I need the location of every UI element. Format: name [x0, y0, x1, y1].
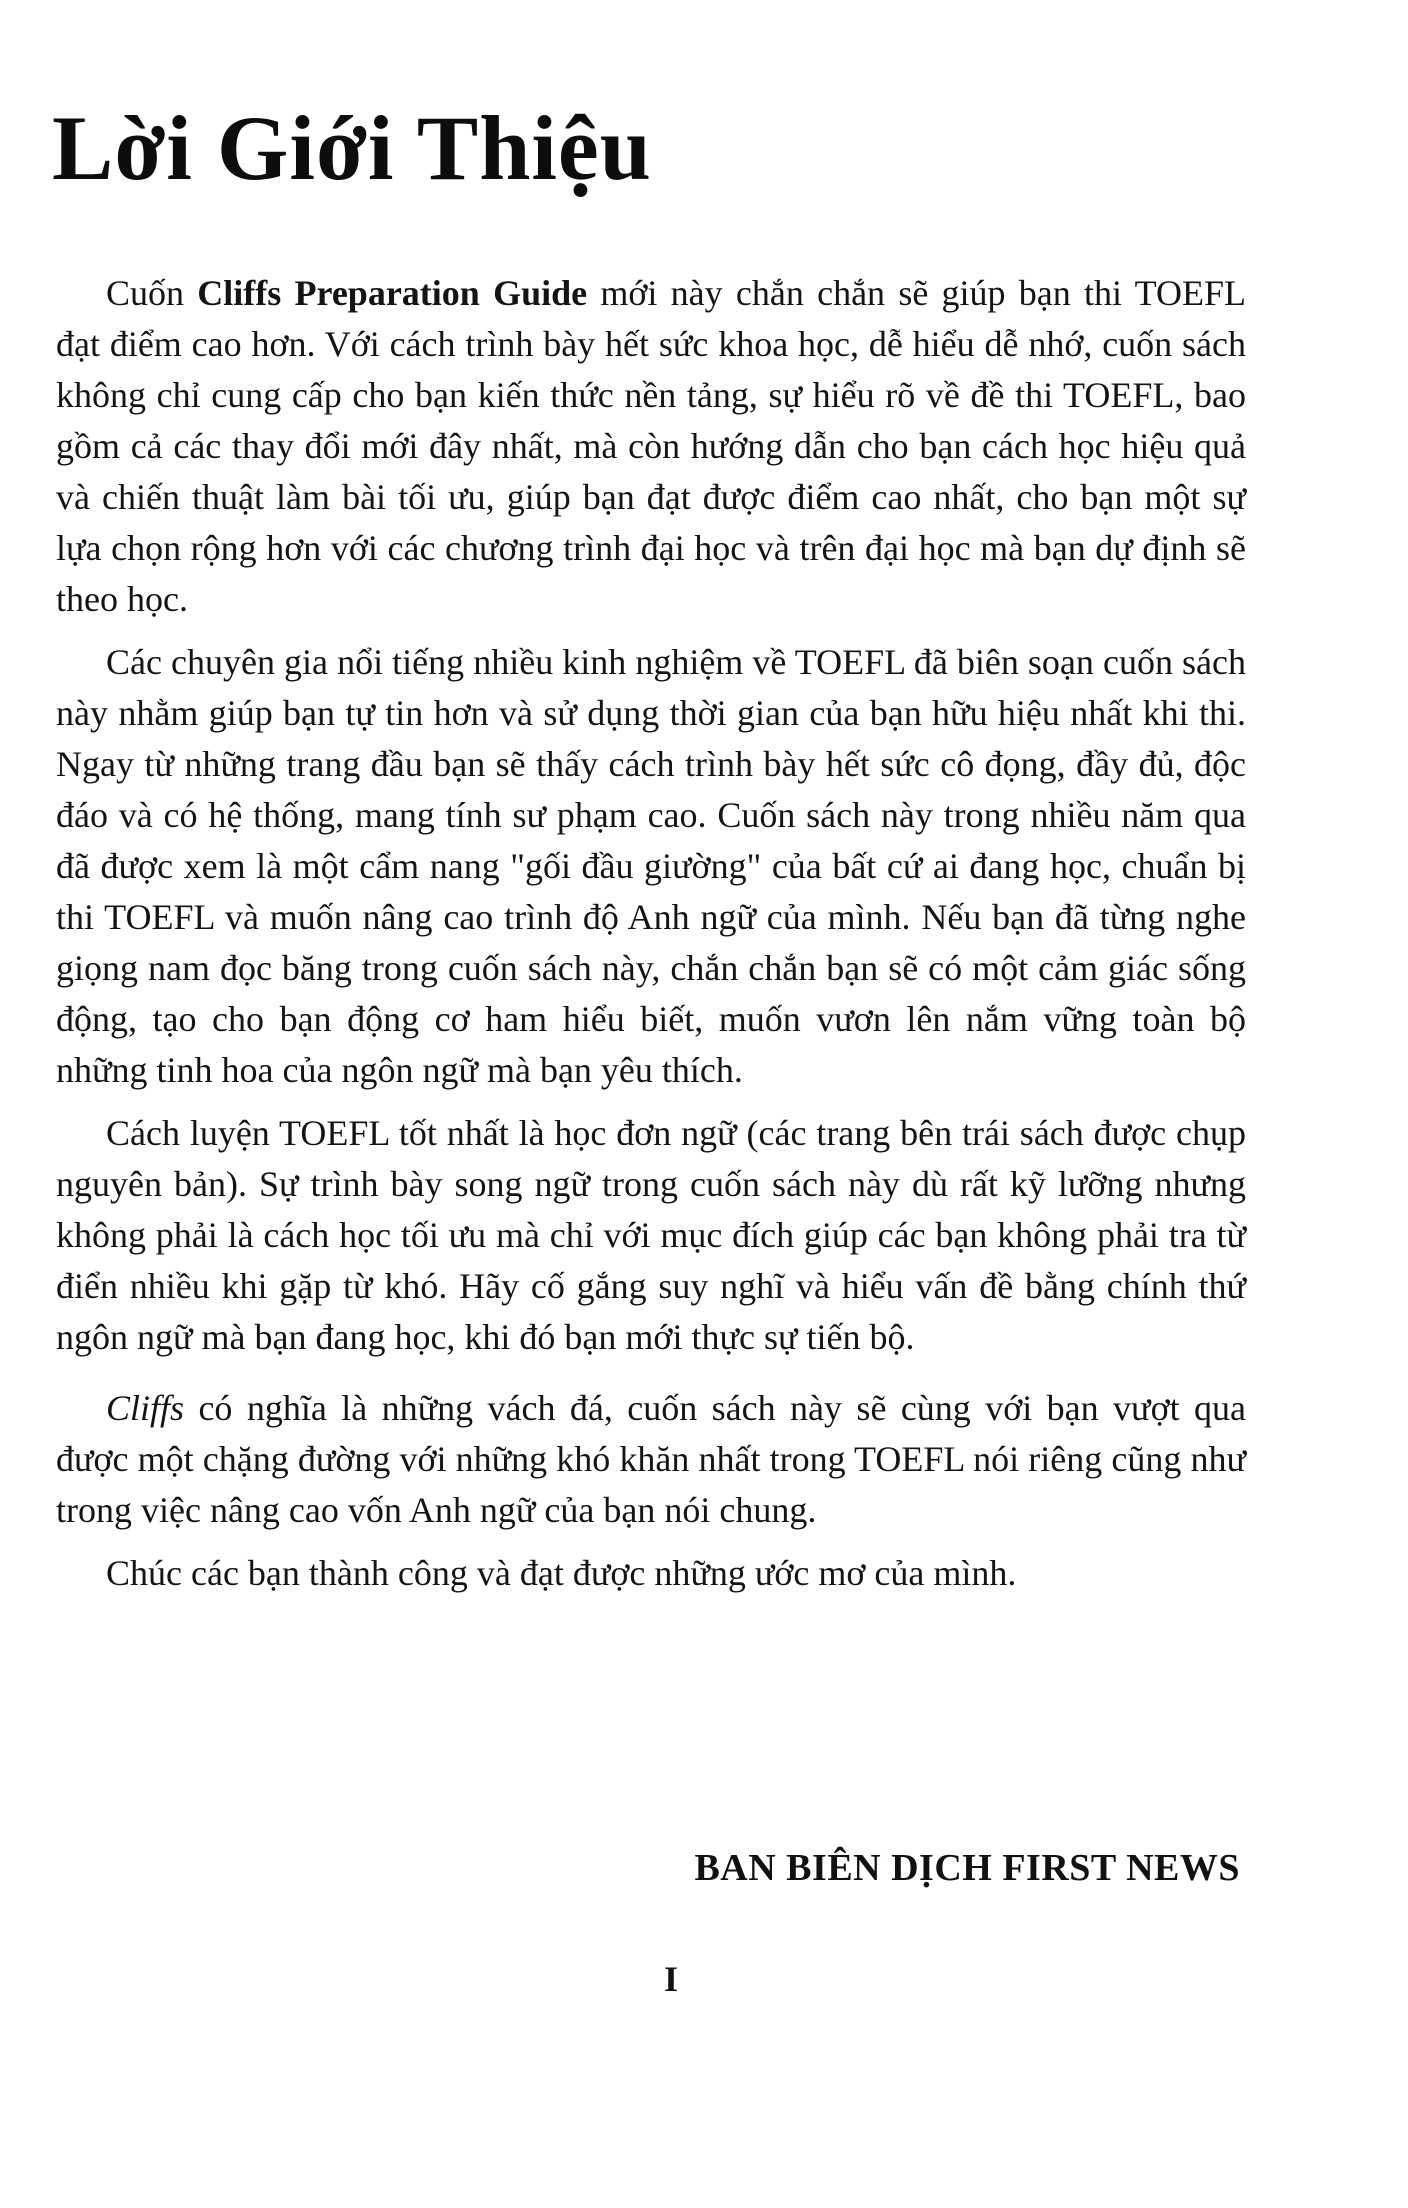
paragraph-5: Chúc các bạn thành công và đạt được những ước mơ của mình. [106, 1553, 1017, 1593]
paragraph-4 [56, 1383, 1246, 1536]
book-title-bold: Cliffs Preparation Guide [197, 273, 588, 313]
cliffs-italic: Cliffs [106, 1388, 185, 1428]
page-title: Lời Giới Thiệu [52, 97, 652, 199]
introduction-body [56, 268, 1246, 1619]
paragraph-1-rest: mới này chắn chắn sẽ giúp bạn thi TOEFL đạt điểm cao hơn. Với cách trình bày hết sức khoa học, dễ hiểu dễ nhớ, cuốn sách không chỉ cung cấp cho bạn kiến thức nền tảng, sự hiểu rõ về đề thi TOEFL, bao gồm cả các thay đổi mới đây nhất, mà còn hướng dẫn cho bạn cách học hiệu quả và chiến thuật làm bài tối ưu, giúp bạn đạt được điểm cao nhất, cho bạn một sự lựa chọn rộng hơn với các chương trình đại học và trên đại học mà bạn dự định sẽ theo học. [56, 273, 1246, 619]
paragraph-1 [56, 268, 1246, 625]
paragraph-3: Cách luyện TOEFL tốt nhất là học đơn ngữ (các trang bên trái sách được chụp nguyên bản). Sự trình bày song ngữ trong cuốn sách này dù rất kỹ lưỡng nhưng không phải là cách học tối ưu mà chỉ với mục đích giúp các bạn không phải tra từ điển nhiều khi gặp từ khó. Hãy cố gắng suy nghĩ và hiểu vấn đề bằng chính thứ ngôn ngữ mà bạn đang học, khi đó bạn mới thực sự tiến bộ. [56, 1113, 1246, 1357]
page-number: I [664, 1959, 679, 1999]
paragraph-1-lead: Cuốn [106, 273, 198, 313]
paragraph-4-rest: có nghĩa là những vách đá, cuốn sách này sẽ cùng với bạn vượt qua được một chặng đường với những khó khăn nhất trong TOEFL nói riêng cũng như trong việc nâng cao vốn Anh ngữ của bạn nói chung. [56, 1388, 1246, 1530]
signature: BAN BIÊN DỊCH FIRST NEWS [694, 1847, 1240, 1889]
paragraph-2: Các chuyên gia nổi tiếng nhiều kinh nghiệm về TOEFL đã biên soạn cuốn sách này nhằm giúp bạn tự tin hơn và sử dụng thời gian của bạn hữu hiệu nhất khi thi. Ngay từ những trang đầu bạn sẽ thấy cách trình bày hết sức cô đọng, đầy đủ, độc đáo và có hệ thống, mang tính sư phạm cao. Cuốn sách này trong nhiều năm qua đã được xem là một cẩm nang "gối đầu giường" của bất cứ ai đang học, chuẩn bị thi TOEFL và muốn nâng cao trình độ Anh ngữ của mình. Nếu bạn đã từng nghe giọng nam đọc băng trong cuốn sách này, chắn chắn bạn sẽ có một cảm giác sống động, tạo cho bạn động cơ ham hiểu biết, muốn vươn lên nắm vững toàn bộ những tinh hoa của ngôn ngữ mà bạn yêu thích. [56, 642, 1246, 1090]
